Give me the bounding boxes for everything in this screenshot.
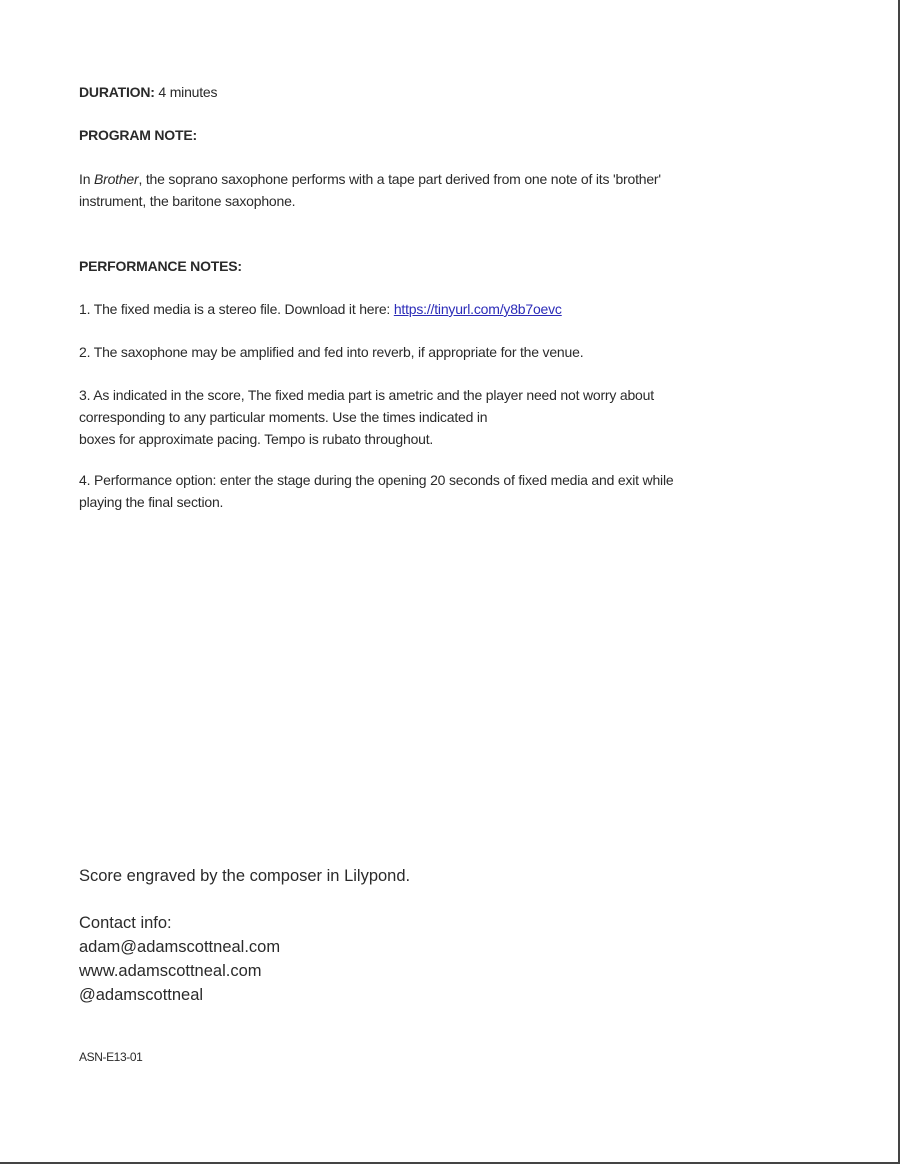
program-note-text-after: , the soprano saxophone performs with a tape part derived from one note of its 'brother' <box>138 171 661 187</box>
performance-note-1-text: 1. The fixed media is a stereo file. Download it here: <box>79 301 394 317</box>
engraving-credit: Score engraved by the composer in Lilypond. <box>79 867 411 885</box>
program-note-text <box>79 168 809 212</box>
contact-label: Contact info: <box>79 914 172 932</box>
performance-note-3-line-1: 3. As indicated in the score, The fixed media part is ametric and the player need not worry about <box>79 387 654 403</box>
performance-note-1 <box>79 298 809 320</box>
program-note-line-1 <box>79 168 809 190</box>
duration-label: DURATION: <box>79 84 155 100</box>
contact-website: www.adamscottneal.com <box>79 962 262 980</box>
contact-handle: @adamscottneal <box>79 986 204 1004</box>
performance-note-4-line-1: 4. Performance option: enter the stage during the opening 20 seconds of fixed media and exit while <box>79 472 674 488</box>
performance-note-4 <box>79 469 809 513</box>
duration-line <box>79 81 809 103</box>
duration-value: 4 minutes <box>158 84 218 100</box>
performance-note-2: 2. The saxophone may be amplified and fed into reverb, if appropriate for the venue. <box>79 344 584 360</box>
program-note-title: Brother <box>93 171 139 187</box>
performance-note-3-line-3: boxes for approximate pacing. Tempo is rubato throughout. <box>79 431 434 447</box>
fixed-media-download-link[interactable]: https://tinyurl.com/y8b7oevc <box>393 301 562 317</box>
program-note-heading: PROGRAM NOTE: <box>79 127 197 143</box>
program-note-text-before: In <box>79 171 94 187</box>
performance-notes-heading: PERFORMANCE NOTES: <box>79 258 242 274</box>
performance-note-4-line-2: playing the final section. <box>79 494 224 510</box>
catalog-code: ASN-E13-01 <box>79 1050 143 1064</box>
program-note-line-2: instrument, the baritone saxophone. <box>79 193 296 209</box>
performance-note-3 <box>79 384 809 450</box>
contact-email: adam@adamscottneal.com <box>79 938 281 956</box>
contact-info <box>79 911 280 1007</box>
performance-note-3-line-2: corresponding to any particular moments. Use the times indicated in <box>79 409 488 425</box>
